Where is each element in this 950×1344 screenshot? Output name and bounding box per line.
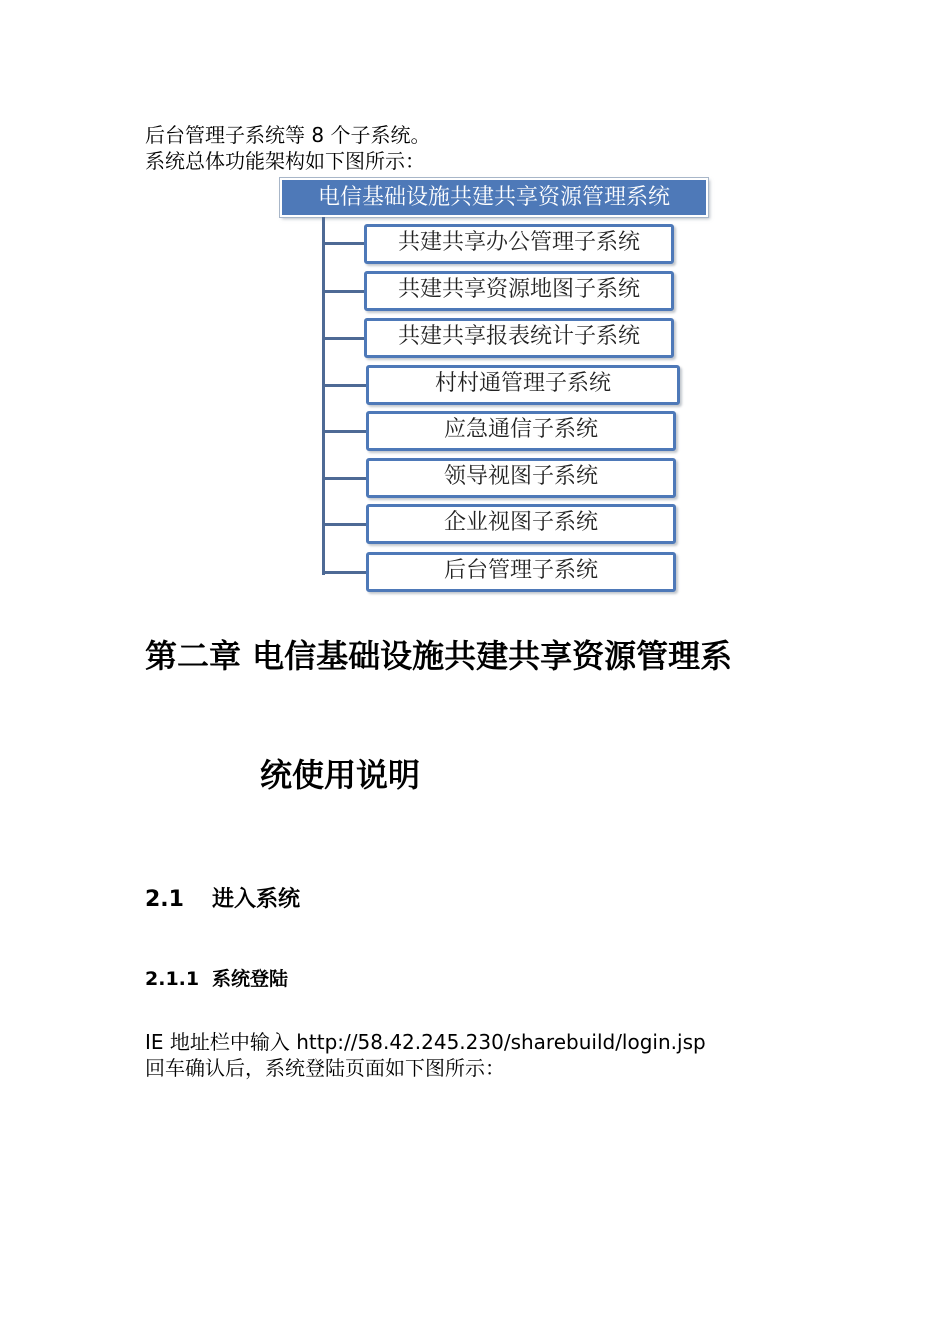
diagram-child-node: 应急通信子系统 xyxy=(366,411,676,451)
diagram-trunk-connector xyxy=(322,217,325,575)
diagram-branch-connector xyxy=(322,571,366,574)
body-line-1: IE 地址栏中输入 http://58.42.245.230/sharebuild/login.jsp xyxy=(145,1030,706,1054)
diagram-branch-connector xyxy=(322,523,366,526)
diagram-child-node: 村村通管理子系统 xyxy=(366,365,680,405)
section-title: 进入系统 xyxy=(212,887,301,912)
subsection-title: 系统登陆 xyxy=(212,968,289,990)
diagram-child-node: 后台管理子系统 xyxy=(366,552,676,592)
diagram-branch-connector xyxy=(322,290,364,293)
diagram-branch-connector xyxy=(322,384,366,387)
body-line-2: 回车确认后，系统登陆页面如下图所示： xyxy=(145,1056,505,1080)
diagram-branch-connector xyxy=(322,477,366,480)
diagram-branch-connector xyxy=(322,337,364,340)
intro-line-2: 系统总体功能架构如下图所示： xyxy=(145,149,425,173)
diagram-child-node: 共建共享资源地图子系统 xyxy=(364,271,674,311)
diagram-child-node: 共建共享办公管理子系统 xyxy=(364,224,674,264)
chapter-title-line-2: 统使用说明 xyxy=(260,756,421,794)
diagram-child-node: 共建共享报表统计子系统 xyxy=(364,318,674,358)
subsection-number: 2.1.1 xyxy=(145,968,200,990)
chapter-title-line-1: 第二章 电信基础设施共建共享资源管理系 xyxy=(145,637,733,675)
diagram-child-node: 领导视图子系统 xyxy=(366,458,676,498)
section-number: 2.1 xyxy=(145,887,184,912)
diagram-branch-connector xyxy=(322,430,366,433)
diagram-branch-connector xyxy=(322,242,364,245)
diagram-child-node: 企业视图子系统 xyxy=(366,504,676,544)
diagram-root-node: 电信基础设施共建共享资源管理系统 xyxy=(280,178,708,217)
intro-line-1: 后台管理子系统等 8 个子系统。 xyxy=(145,123,431,147)
